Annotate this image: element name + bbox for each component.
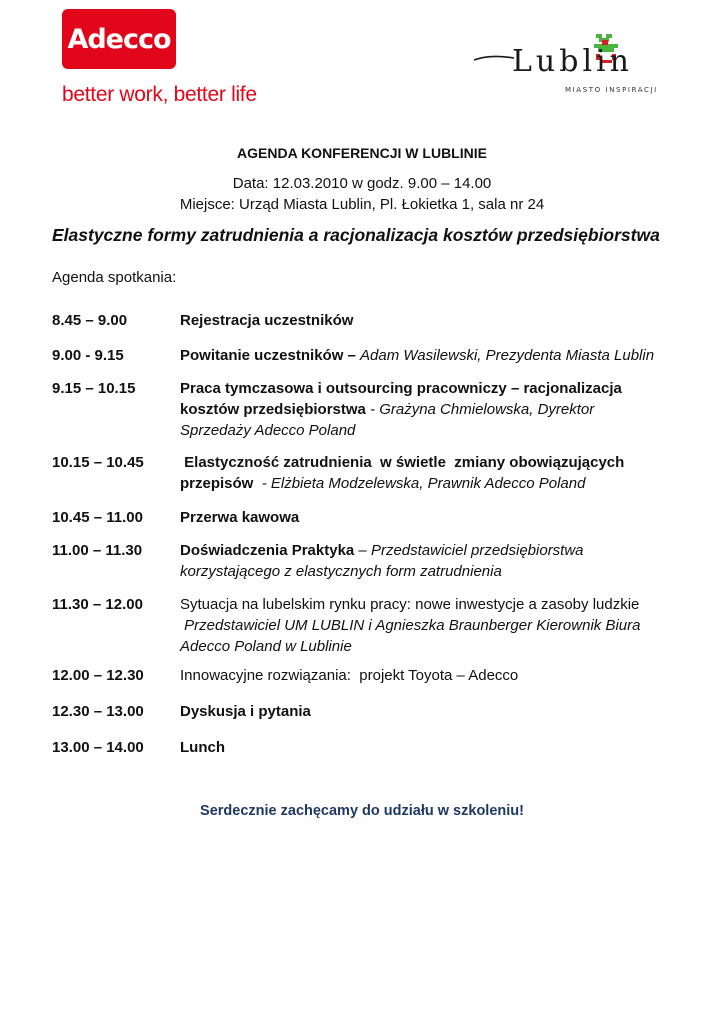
agenda-text: Adecco Poland w Lublinie [180, 638, 352, 655]
agenda-description [180, 378, 680, 441]
agenda-text: Praca tymczasowa i outsourcing pracowniczy – racjonalizacja [180, 380, 622, 397]
page-title: AGENDA KONFERENCJI W LUBLINIE [237, 145, 487, 161]
agenda-description [180, 310, 680, 331]
agenda-description-line [180, 473, 680, 494]
agenda-time: 11.00 – 11.30 [52, 542, 143, 559]
lublin-logo-word: Lublin [512, 44, 633, 79]
agenda-text: kosztów przedsiębiorstwa [180, 401, 366, 418]
agenda-description-line [180, 594, 680, 615]
agenda-text: Dyskusja i pytania [180, 703, 311, 720]
agenda-description [180, 701, 680, 722]
agenda-time: 12.30 – 13.00 [52, 703, 144, 720]
agenda-description-line [180, 561, 680, 582]
agenda-text: Powitanie uczestników – [180, 347, 361, 364]
agenda-description-line [180, 737, 680, 758]
agenda-description-line [180, 420, 680, 441]
agenda-text: – Przedstawiciel przedsiębiorstwa [354, 542, 584, 559]
agenda-time: 10.45 – 11.00 [52, 509, 143, 526]
lublin-logo-subtitle: MIASTO INSPIRACJI [565, 86, 658, 94]
agenda-text: Przedstawiciel UM LUBLIN i Agnieszka Braunberger Kierownik Biura [180, 617, 641, 634]
conference-subtitle: Elastyczne formy zatrudnienia a racjonalizacja kosztów przedsiębiorstwa [52, 225, 660, 245]
agenda-text: - Elżbieta Modzelewska, Prawnik Adecco Poland [253, 475, 586, 492]
agenda-time: 8.45 – 9.00 [52, 312, 128, 329]
agenda-label: Agenda spotkania: [52, 269, 177, 286]
agenda-description-line [180, 310, 680, 331]
agenda-description-line [180, 665, 680, 686]
adecco-tagline: better work, better life [62, 83, 257, 106]
agenda-text: przepisów [180, 475, 254, 492]
agenda-text: Innowacyjne rozwiązania: projekt Toyota – Adecco [180, 667, 519, 684]
agenda-description-line [180, 452, 680, 473]
agenda-description-line [180, 615, 680, 636]
agenda-description-line [180, 636, 680, 657]
agenda-text: Doświadczenia Praktyka [180, 542, 355, 559]
place-line: Miejsce: Urząd Miasta Lublin, Pl. Łokietka 1, sala nr 24 [179, 196, 545, 213]
agenda-description-line [180, 345, 680, 366]
agenda-description [180, 507, 680, 528]
agenda-text: Sprzedaży Adecco Poland [180, 422, 356, 439]
agenda-description [180, 540, 680, 582]
agenda-text: korzystającego z elastycznych form zatrudnienia [180, 563, 502, 580]
agenda-description-line [180, 540, 680, 561]
agenda-time: 13.00 – 14.00 [52, 739, 144, 756]
agenda-time: 10.15 – 10.45 [52, 454, 144, 471]
agenda-time: 9.15 – 10.15 [52, 380, 136, 397]
closing-invitation: Serdecznie zachęcamy do udziału w szkoleniu! [200, 803, 524, 819]
agenda-description [180, 345, 680, 366]
agenda-text: Elastyczność zatrudnienia w świetle zmiany obowiązujących [180, 454, 625, 471]
agenda-time: 9.00 - 9.15 [52, 347, 124, 364]
agenda-text: Rejestracja uczestników [180, 312, 354, 329]
adecco-logo-word: Adecco [67, 23, 171, 55]
agenda-text: - Grażyna Chmielowska, Dyrektor [365, 401, 595, 418]
agenda-description-line [180, 399, 680, 420]
agenda-description-line [180, 701, 680, 722]
agenda-description-line [180, 507, 680, 528]
agenda-text: Przerwa kawowa [180, 509, 300, 526]
agenda-description [180, 737, 680, 758]
agenda-time: 12.00 – 12.30 [52, 667, 144, 684]
date-line: Data: 12.03.2010 w godz. 9.00 – 14.00 [232, 175, 492, 192]
agenda-text: Sytuacja na lubelskim rynku pracy: nowe inwestycje a zasoby ludzkie [180, 596, 640, 613]
agenda-text: Adam Wasilewski, Prezydenta Miasta Lublin [360, 347, 655, 364]
agenda-text: Lunch [180, 739, 225, 756]
agenda-description [180, 665, 680, 686]
agenda-description-line [180, 378, 680, 399]
agenda-description [180, 594, 680, 657]
adecco-logo [62, 9, 176, 69]
agenda-time: 11.30 – 12.00 [52, 596, 143, 613]
agenda-description [180, 452, 680, 494]
